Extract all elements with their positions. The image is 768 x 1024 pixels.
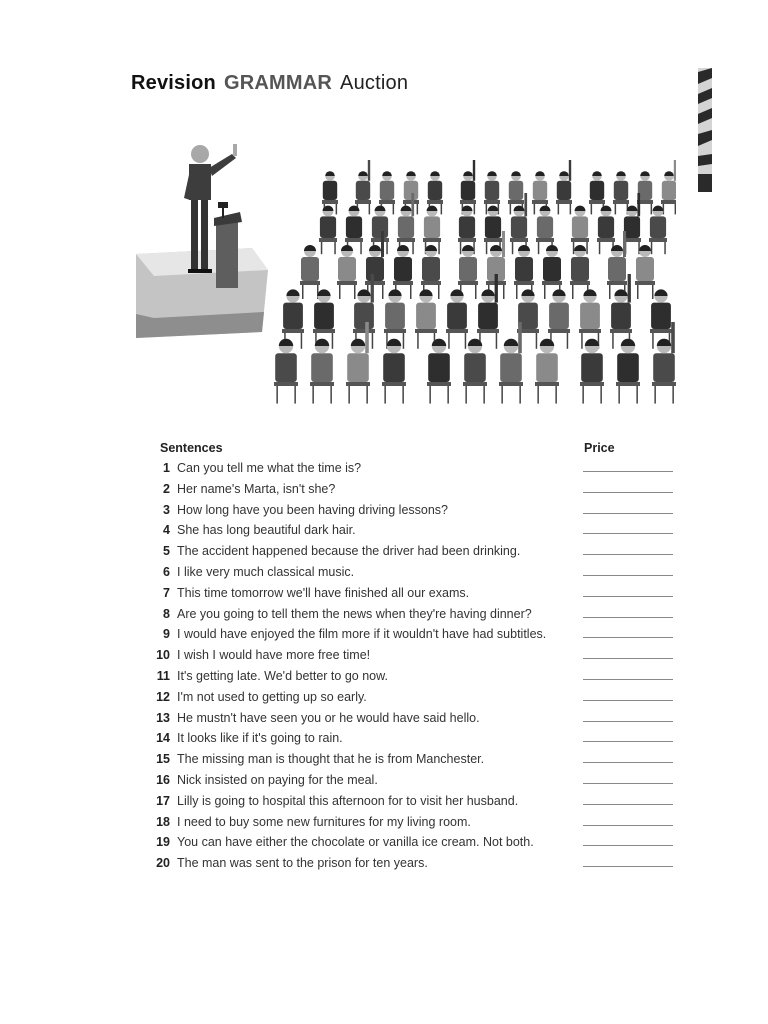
- audience-member: [556, 160, 572, 214]
- price-line[interactable]: [583, 825, 673, 826]
- row-sentence: It looks like if it's going to rain.: [177, 731, 343, 746]
- table-row: [150, 541, 674, 562]
- price-line[interactable]: [583, 554, 673, 555]
- page-title: [131, 72, 408, 95]
- price-line[interactable]: [583, 617, 673, 618]
- price-line[interactable]: [583, 804, 673, 805]
- table-row: [150, 666, 674, 687]
- price-line[interactable]: [583, 700, 673, 701]
- row-number: 16: [156, 772, 170, 787]
- price-line[interactable]: [583, 492, 673, 493]
- table-row: [150, 770, 674, 791]
- row-number: 19: [156, 835, 170, 850]
- price-line[interactable]: [583, 575, 673, 576]
- row-sentence: I'm not used to getting up so early.: [177, 689, 367, 704]
- audience-member: [463, 339, 487, 404]
- row-number: 6: [163, 564, 170, 579]
- audience-member: [535, 339, 559, 404]
- audience-member: [310, 339, 334, 404]
- audience-member: [353, 274, 375, 349]
- row-number: 13: [156, 710, 170, 725]
- row-number: 12: [156, 689, 170, 704]
- audience-member: [613, 171, 629, 214]
- row-number: 5: [163, 544, 170, 559]
- table-row: [150, 645, 674, 666]
- table-row: [150, 583, 674, 604]
- row-sentence: I need to buy some new furnitures for my living room.: [177, 814, 471, 829]
- audience-member: [274, 339, 298, 404]
- lectern: [216, 218, 238, 288]
- audience-member: [415, 289, 437, 348]
- row-number: 10: [156, 648, 170, 663]
- audience-member: [610, 274, 632, 349]
- table-row: [150, 500, 674, 521]
- row-sentence: Lilly is going to hospital this afternoon for to visit her husband.: [177, 793, 519, 808]
- table-row: [150, 458, 674, 479]
- price-line[interactable]: [583, 637, 673, 638]
- table-row: [150, 812, 674, 833]
- table-row: [150, 520, 674, 541]
- table-row: [150, 479, 674, 500]
- table-row: [150, 687, 674, 708]
- title-grammar: GRAMMAR: [223, 72, 333, 94]
- row-sentence: She has long beautiful dark hair.: [177, 523, 356, 538]
- row-sentence: The accident happened because the driver had been drinking.: [177, 544, 521, 559]
- audience-member: [597, 206, 615, 255]
- row-number: 7: [163, 585, 170, 600]
- page-edge-tab: [698, 68, 712, 192]
- table-row: [150, 728, 674, 749]
- table-row: [150, 749, 674, 770]
- price-header: Price: [584, 441, 615, 455]
- row-sentence: This time tomorrow we'll have finished all our exams.: [177, 585, 470, 600]
- table-row: [150, 832, 674, 853]
- price-line[interactable]: [583, 762, 673, 763]
- audience-member: [580, 339, 604, 404]
- row-sentence: You can have either the chocolate or vanilla ice cream. Not both.: [177, 835, 534, 850]
- sentence-list: [150, 458, 674, 874]
- title-revision: Revision: [131, 72, 216, 94]
- row-number: 4: [163, 523, 170, 538]
- audience-member: [300, 245, 320, 299]
- row-sentence: I wish I would have more free time!: [177, 648, 371, 663]
- row-sentence: Can you tell me what the time is?: [177, 461, 362, 475]
- row-sentence: I like very much classical music.: [177, 564, 355, 579]
- row-number: 1: [163, 461, 170, 475]
- row-number: 3: [163, 502, 170, 517]
- title-auction: Auction: [340, 72, 409, 94]
- audience-member: [337, 245, 357, 299]
- row-number: 2: [163, 481, 170, 496]
- price-line[interactable]: [583, 679, 673, 680]
- row-sentence: How long have you been having driving lessons?: [177, 502, 449, 517]
- price-line[interactable]: [583, 533, 673, 534]
- row-sentence: The man was sent to the prison for ten years.: [177, 856, 428, 871]
- price-line[interactable]: [583, 513, 673, 514]
- row-number: 9: [163, 627, 170, 642]
- price-line[interactable]: [583, 866, 673, 867]
- row-sentence: Her name's Marta, isn't she?: [177, 481, 336, 496]
- table-row: [150, 604, 674, 625]
- row-sentence: The missing man is thought that he is from Manchester.: [177, 752, 485, 767]
- audience-member: [355, 160, 371, 214]
- row-number: 14: [156, 731, 170, 746]
- row-sentence: I would have enjoyed the film more if it wouldn't have had subtitles.: [177, 627, 547, 642]
- audience-member: [661, 160, 676, 214]
- sentences-header: Sentences: [160, 441, 223, 455]
- row-number: 20: [156, 856, 170, 871]
- price-line[interactable]: [583, 596, 673, 597]
- price-line[interactable]: [583, 721, 673, 722]
- row-sentence: Are you going to tell them the news when they're having dinner?: [177, 606, 532, 621]
- table-row: [150, 562, 674, 583]
- row-number: 11: [156, 668, 170, 683]
- audience-crowd: [274, 160, 676, 404]
- price-line[interactable]: [583, 471, 673, 472]
- row-sentence: It's getting late. We'd better to go now.: [177, 668, 388, 683]
- audience-member: [616, 339, 640, 404]
- price-line[interactable]: [583, 741, 673, 742]
- audience-member: [427, 339, 451, 404]
- price-line[interactable]: [583, 658, 673, 659]
- table-row: [150, 708, 674, 729]
- audience-member: [346, 322, 370, 404]
- row-number: 15: [156, 752, 170, 767]
- row-sentence: Nick insisted on paying for the meal.: [177, 772, 378, 787]
- row-number: 17: [156, 793, 170, 808]
- auction-illustration: [134, 136, 676, 436]
- table-row: [150, 791, 674, 812]
- row-number: 18: [156, 814, 170, 829]
- table-row: [150, 853, 674, 874]
- price-line[interactable]: [583, 845, 673, 846]
- audience-member: [548, 289, 570, 348]
- audience-member: [382, 339, 406, 404]
- audience-member: [319, 206, 337, 255]
- table-row: [150, 624, 674, 645]
- audience-member: [652, 322, 676, 404]
- row-number: 8: [163, 606, 170, 621]
- row-sentence: He mustn't have seen you or he would have said hello.: [177, 710, 480, 725]
- audience-member: [499, 322, 523, 404]
- price-line[interactable]: [583, 783, 673, 784]
- audience-member: [446, 289, 468, 348]
